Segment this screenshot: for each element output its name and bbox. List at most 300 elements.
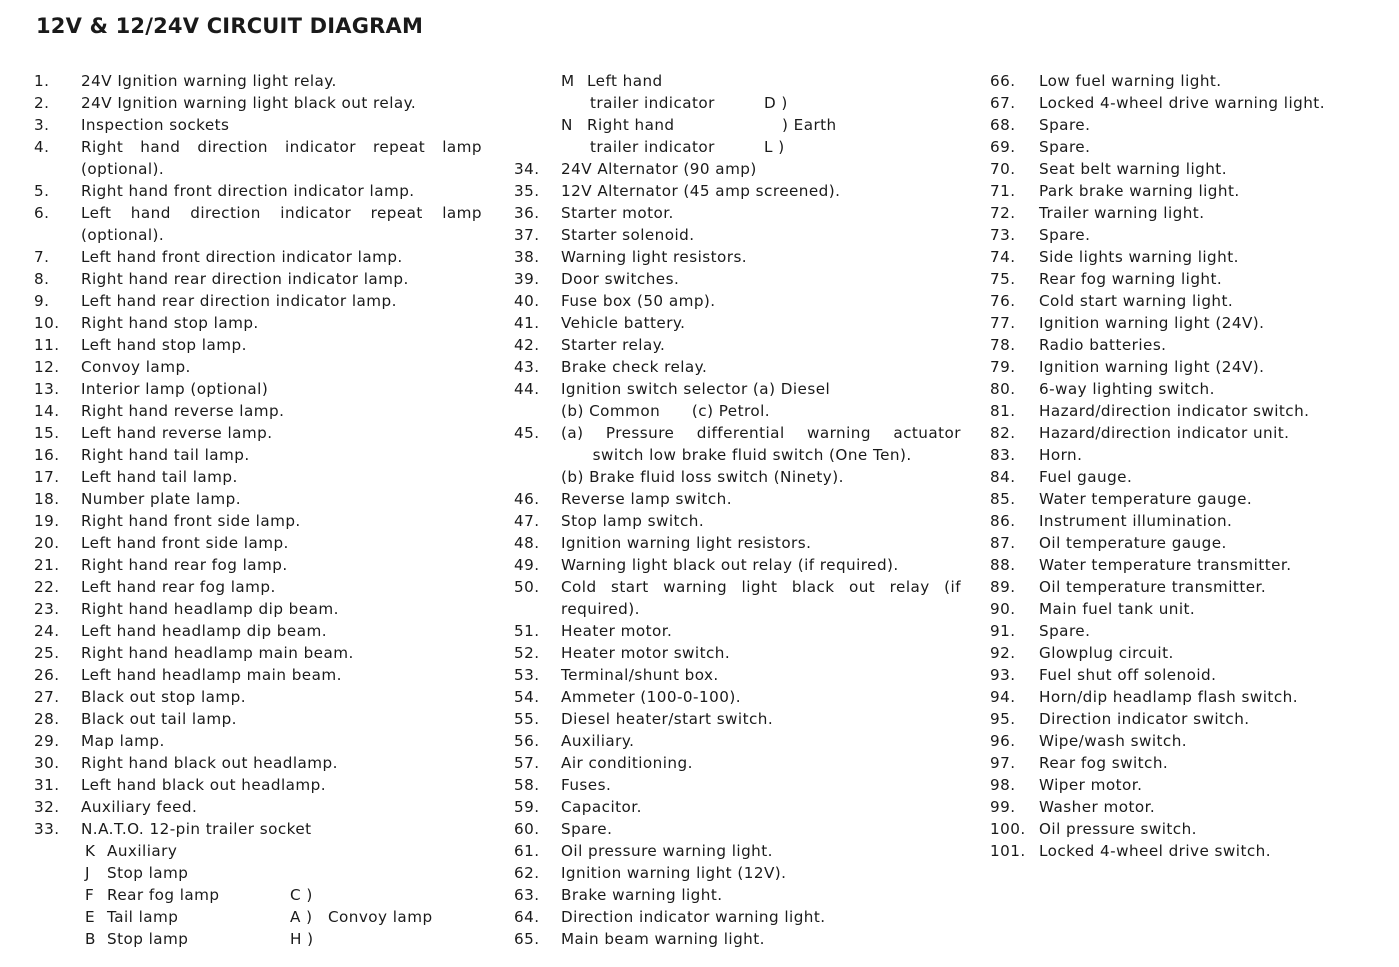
item-number: 55. (514, 710, 540, 728)
item-number: 24. (34, 622, 60, 640)
item-number: 56. (514, 732, 540, 750)
legend-item (34, 620, 486, 642)
item-text: Direction indicator switch. (1039, 710, 1250, 728)
legend-item (990, 246, 1390, 268)
item-text: Horn/dip headlamp flash switch. (1039, 688, 1298, 706)
item-text: Hazard/direction indicator unit. (1039, 424, 1290, 442)
item-text: switch low brake fluid switch (One Ten). (561, 446, 912, 464)
legend-item (34, 136, 486, 158)
item-number: 81. (990, 402, 1016, 420)
item-number: 37. (514, 226, 540, 244)
item-text: Heater motor. (561, 622, 673, 640)
item-number: 32. (34, 798, 60, 816)
item-number: 71. (990, 182, 1016, 200)
item-number: 12. (34, 358, 60, 376)
legend-item (990, 312, 1390, 334)
item-text: Low fuel warning light. (1039, 72, 1222, 90)
pin-group-label: ) Earth (782, 116, 837, 134)
pin-label: Right hand (587, 116, 675, 134)
item-text: Park brake warning light. (1039, 182, 1240, 200)
legend-item (34, 576, 486, 598)
legend-item (990, 664, 1390, 686)
pin-letter: M (561, 72, 575, 90)
legend-item (514, 246, 964, 268)
item-text: Direction indicator warning light. (561, 908, 826, 926)
item-text: Right hand stop lamp. (81, 314, 259, 332)
item-text: Diesel heater/start switch. (561, 710, 774, 728)
legend-item (34, 400, 486, 422)
item-number: 59. (514, 798, 540, 816)
page-title: 12V & 12/24V CIRCUIT DIAGRAM (36, 14, 424, 38)
legend-item (514, 862, 964, 884)
item-text: 24V Ignition warning light black out relay. (81, 94, 417, 112)
item-number: 50. (514, 578, 540, 596)
pin-letter: J (85, 864, 90, 882)
pin-code: L ) (764, 138, 785, 156)
trailer-pin (514, 114, 964, 136)
item-text: Starter relay. (561, 336, 666, 354)
item-number: 77. (990, 314, 1016, 332)
item-text: (optional). (81, 160, 165, 178)
legend-item (514, 708, 964, 730)
item-number: 99. (990, 798, 1016, 816)
item-text: Right hand direction indicator repeat lamp (81, 138, 482, 156)
legend-item (990, 532, 1390, 554)
item-text: Right hand black out headlamp. (81, 754, 338, 772)
item-text: Vehicle battery. (561, 314, 686, 332)
legend-item (514, 884, 964, 906)
item-text: Left hand rear direction indicator lamp. (81, 292, 397, 310)
item-text: Stop lamp switch. (561, 512, 705, 530)
legend-item (34, 92, 486, 114)
item-text: Right hand headlamp dip beam. (81, 600, 339, 618)
item-number: 92. (990, 644, 1016, 662)
legend-item (514, 642, 964, 664)
item-number: 85. (990, 490, 1016, 508)
item-text: Brake check relay. (561, 358, 708, 376)
item-number: 78. (990, 336, 1016, 354)
legend-item (990, 202, 1390, 224)
legend-item (990, 686, 1390, 708)
item-text: Right hand rear direction indicator lamp. (81, 270, 409, 288)
item-number: 97. (990, 754, 1016, 772)
item-text: (a) Pressure differential warning actuator (561, 424, 961, 442)
pin-letter: N (561, 116, 573, 134)
item-text: Fuel shut off solenoid. (1039, 666, 1217, 684)
item-number: 22. (34, 578, 60, 596)
item-number: 51. (514, 622, 540, 640)
item-number: 61. (514, 842, 540, 860)
pin-label: Auxiliary (107, 842, 178, 860)
item-number: 29. (34, 732, 60, 750)
legend-item (34, 290, 486, 312)
item-text: Left hand front side lamp. (81, 534, 289, 552)
item-number: 66. (990, 72, 1016, 90)
legend-item (514, 620, 964, 642)
legend-item (514, 268, 964, 290)
item-text: Rear fog switch. (1039, 754, 1169, 772)
legend-item-continuation (34, 158, 486, 180)
legend-item (514, 576, 964, 598)
legend-item (34, 356, 486, 378)
pin-code: A ) (290, 908, 313, 926)
legend-item (34, 334, 486, 356)
item-text: Capacitor. (561, 798, 642, 816)
legend-item (990, 136, 1390, 158)
legend-item (34, 818, 486, 840)
item-text: Locked 4-wheel drive switch. (1039, 842, 1272, 860)
pin-label: Left hand (587, 72, 663, 90)
legend-item (34, 378, 486, 400)
legend-item (990, 114, 1390, 136)
legend-item (514, 818, 964, 840)
legend-item (34, 532, 486, 554)
socket-pin (34, 884, 486, 906)
item-text: Ignition warning light (24V). (1039, 314, 1265, 332)
item-text: Auxiliary. (561, 732, 635, 750)
item-number: 42. (514, 336, 540, 354)
legend-item (990, 796, 1390, 818)
item-text: Left hand headlamp dip beam. (81, 622, 327, 640)
legend-item (514, 158, 964, 180)
item-text: Trailer warning light. (1039, 204, 1205, 222)
item-text: Side lights warning light. (1039, 248, 1239, 266)
legend-item (34, 598, 486, 620)
legend-item (990, 70, 1390, 92)
legend-item (990, 730, 1390, 752)
legend-item (990, 290, 1390, 312)
item-text: Reverse lamp switch. (561, 490, 732, 508)
item-text: Horn. (1039, 446, 1083, 464)
item-number: 73. (990, 226, 1016, 244)
item-text: Ignition warning light (24V). (1039, 358, 1265, 376)
item-number: 27. (34, 688, 60, 706)
item-number: 35. (514, 182, 540, 200)
item-text: Ignition warning light (12V). (561, 864, 787, 882)
item-number: 33. (34, 820, 60, 838)
socket-pin (34, 840, 486, 862)
item-text: Fuses. (561, 776, 612, 794)
legend-item (514, 466, 964, 488)
legend-item (990, 510, 1390, 532)
item-number: 91. (990, 622, 1016, 640)
item-number: 68. (990, 116, 1016, 134)
legend-item (990, 268, 1390, 290)
item-number: 18. (34, 490, 60, 508)
item-text: Cold start warning light black out relay (if (561, 578, 961, 596)
trailer-pin (514, 70, 964, 92)
item-text: Left hand headlamp main beam. (81, 666, 342, 684)
item-number: 48. (514, 534, 540, 552)
item-text: Seat belt warning light. (1039, 160, 1227, 178)
legend-item (514, 774, 964, 796)
item-number: 25. (34, 644, 60, 662)
item-text: Starter motor. (561, 204, 674, 222)
pin-label: Stop lamp (107, 864, 189, 882)
item-text: Fuse box (50 amp). (561, 292, 716, 310)
item-text: Right hand front side lamp. (81, 512, 301, 530)
legend-item (514, 378, 964, 400)
item-text: Spare. (1039, 622, 1091, 640)
legend-item (990, 620, 1390, 642)
item-text: Cold start warning light. (1039, 292, 1234, 310)
legend-item (514, 752, 964, 774)
item-text: Warning light black out relay (if required). (561, 556, 899, 574)
legend-item (34, 708, 486, 730)
item-number: 62. (514, 864, 540, 882)
item-text: Left hand direction indicator repeat lamp (81, 204, 482, 222)
item-number: 47. (514, 512, 540, 530)
item-text: (b) Brake fluid loss switch (Ninety). (561, 468, 844, 486)
legend-item (990, 642, 1390, 664)
legend-item (990, 180, 1390, 202)
item-number: 19. (34, 512, 60, 530)
item-text: Convoy lamp. (81, 358, 191, 376)
item-number: 20. (34, 534, 60, 552)
legend-item (990, 422, 1390, 444)
item-text: Main fuel tank unit. (1039, 600, 1196, 618)
legend-item (34, 246, 486, 268)
legend-item (34, 180, 486, 202)
item-text: Locked 4-wheel drive warning light. (1039, 94, 1325, 112)
item-number: 16. (34, 446, 60, 464)
pin-letter: B (85, 930, 96, 948)
item-text: Black out tail lamp. (81, 710, 237, 728)
item-number: 70. (990, 160, 1016, 178)
item-number: 28. (34, 710, 60, 728)
legend-item (514, 840, 964, 862)
item-number: 63. (514, 886, 540, 904)
item-text: 12V Alternator (45 amp screened). (561, 182, 841, 200)
item-number: 87. (990, 534, 1016, 552)
item-text: 24V Alternator (90 amp) (561, 160, 757, 178)
item-number: 79. (990, 358, 1016, 376)
item-number: 15. (34, 424, 60, 442)
item-number: 67. (990, 94, 1016, 112)
legend-item (990, 378, 1390, 400)
item-number: 88. (990, 556, 1016, 574)
legend-column-3 (990, 70, 1390, 862)
item-text: Starter solenoid. (561, 226, 695, 244)
item-number: 41. (514, 314, 540, 332)
legend-item (514, 686, 964, 708)
legend-item (34, 774, 486, 796)
legend-item (990, 598, 1390, 620)
item-text: Rear fog warning light. (1039, 270, 1223, 288)
pin-letter: F (85, 886, 95, 904)
item-number: 30. (34, 754, 60, 772)
legend-item (990, 818, 1390, 840)
item-number: 60. (514, 820, 540, 838)
item-number: 96. (990, 732, 1016, 750)
trailer-pin (514, 136, 964, 158)
item-number: 31. (34, 776, 60, 794)
item-number: 54. (514, 688, 540, 706)
item-text: Glowplug circuit. (1039, 644, 1174, 662)
item-number: 95. (990, 710, 1016, 728)
legend-item (514, 400, 964, 422)
item-number: 45. (514, 424, 540, 442)
trailer-pin (514, 92, 964, 114)
pin-code: D ) (764, 94, 788, 112)
item-text: Fuel gauge. (1039, 468, 1133, 486)
legend-item (34, 202, 486, 224)
item-text: Left hand reverse lamp. (81, 424, 273, 442)
legend-item (34, 312, 486, 334)
item-text: Main beam warning light. (561, 930, 765, 948)
pin-label: Stop lamp (107, 930, 189, 948)
pin-label: trailer indicator (590, 138, 715, 156)
item-number: 1. (34, 72, 50, 90)
item-number: 57. (514, 754, 540, 772)
item-number: 49. (514, 556, 540, 574)
legend-item (990, 576, 1390, 598)
legend-item (34, 510, 486, 532)
legend-item (990, 554, 1390, 576)
item-text: Ammeter (100-0-100). (561, 688, 741, 706)
item-text: Right hand reverse lamp. (81, 402, 285, 420)
legend-item (990, 334, 1390, 356)
item-text: Ignition warning light resistors. (561, 534, 812, 552)
legend-column-2 (514, 70, 964, 950)
legend-item (514, 510, 964, 532)
item-number: 11. (34, 336, 60, 354)
legend-item (34, 444, 486, 466)
item-number: 17. (34, 468, 60, 486)
item-text: Interior lamp (optional) (81, 380, 269, 398)
pin-label: Tail lamp (107, 908, 179, 926)
item-number: 90. (990, 600, 1016, 618)
item-number: 36. (514, 204, 540, 222)
legend-item-continuation (34, 224, 486, 246)
legend-item (990, 752, 1390, 774)
item-number: 3. (34, 116, 50, 134)
item-number: 64. (514, 908, 540, 926)
legend-item (514, 422, 964, 444)
legend-item (990, 92, 1390, 114)
item-text: Map lamp. (81, 732, 165, 750)
item-text: Washer motor. (1039, 798, 1156, 816)
item-text: Spare. (1039, 138, 1091, 156)
item-number: 39. (514, 270, 540, 288)
item-text: Oil pressure warning light. (561, 842, 773, 860)
item-text: Spare. (1039, 116, 1091, 134)
item-number: 2. (34, 94, 50, 112)
item-text: Water temperature gauge. (1039, 490, 1253, 508)
legend-item (990, 400, 1390, 422)
item-number: 69. (990, 138, 1016, 156)
legend-item (514, 906, 964, 928)
pin-code: C ) (290, 886, 313, 904)
item-text: Left hand front direction indicator lamp. (81, 248, 403, 266)
item-number: 72. (990, 204, 1016, 222)
legend-item (990, 488, 1390, 510)
socket-pin (34, 862, 486, 884)
item-text: required). (561, 600, 640, 618)
item-text: Radio batteries. (1039, 336, 1167, 354)
legend-item (514, 334, 964, 356)
item-number: 5. (34, 182, 50, 200)
item-number: 26. (34, 666, 60, 684)
legend-item (34, 114, 486, 136)
item-number: 74. (990, 248, 1016, 266)
item-number: 100. (990, 820, 1026, 838)
legend-item (514, 224, 964, 246)
legend-item (990, 158, 1390, 180)
item-number: 75. (990, 270, 1016, 288)
item-number: 14. (34, 402, 60, 420)
item-number: 43. (514, 358, 540, 376)
item-number: 101. (990, 842, 1026, 860)
item-text: Auxiliary feed. (81, 798, 198, 816)
item-text: Heater motor switch. (561, 644, 731, 662)
item-text: Spare. (1039, 226, 1091, 244)
item-number: 80. (990, 380, 1016, 398)
item-number: 84. (990, 468, 1016, 486)
legend-item (514, 202, 964, 224)
item-text: Wiper motor. (1039, 776, 1143, 794)
item-number: 58. (514, 776, 540, 794)
item-number: 7. (34, 248, 50, 266)
legend-item (514, 290, 964, 312)
item-number: 38. (514, 248, 540, 266)
legend-item (34, 686, 486, 708)
legend-item (34, 268, 486, 290)
item-text: Number plate lamp. (81, 490, 242, 508)
item-number: 93. (990, 666, 1016, 684)
item-number: 40. (514, 292, 540, 310)
item-text: Right hand tail lamp. (81, 446, 250, 464)
legend-item (990, 224, 1390, 246)
legend-item (34, 422, 486, 444)
legend-item (514, 356, 964, 378)
item-number: 46. (514, 490, 540, 508)
item-number: 34. (514, 160, 540, 178)
item-text: Right hand headlamp main beam. (81, 644, 354, 662)
legend-item (514, 664, 964, 686)
pin-group-label: Convoy lamp (328, 908, 433, 926)
item-text: Left hand black out headlamp. (81, 776, 327, 794)
socket-pin (34, 906, 486, 928)
legend-item (34, 752, 486, 774)
legend-item (514, 598, 964, 620)
item-text: 6-way lighting switch. (1039, 380, 1215, 398)
item-number: 21. (34, 556, 60, 574)
pin-label: Rear fog lamp (107, 886, 220, 904)
pin-letter: E (85, 908, 96, 926)
item-text: Black out stop lamp. (81, 688, 247, 706)
item-text: Ignition switch selector (a) Diesel (561, 380, 831, 398)
item-text: Right hand rear fog lamp. (81, 556, 288, 574)
item-text: Brake warning light. (561, 886, 723, 904)
item-text: Right hand front direction indicator lamp. (81, 182, 415, 200)
item-number: 10. (34, 314, 60, 332)
legend-item (990, 356, 1390, 378)
item-text: Terminal/shunt box. (561, 666, 719, 684)
item-number: 94. (990, 688, 1016, 706)
item-number: 44. (514, 380, 540, 398)
legend-item (34, 730, 486, 752)
item-number: 65. (514, 930, 540, 948)
legend-item (34, 466, 486, 488)
legend-item (34, 796, 486, 818)
socket-pin (34, 928, 486, 950)
legend-item (514, 488, 964, 510)
pin-label: trailer indicator (590, 94, 715, 112)
item-number: 6. (34, 204, 50, 222)
item-text: Warning light resistors. (561, 248, 748, 266)
legend-item (34, 488, 486, 510)
